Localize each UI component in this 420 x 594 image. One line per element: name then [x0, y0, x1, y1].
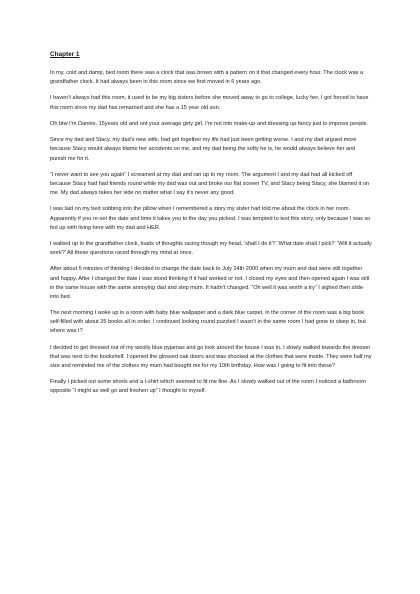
document-page: [50, 50, 372, 404]
chapter-title: Chapter 1: [50, 51, 80, 58]
paragraph: The next morning I woke up in a room with baby blue wallpaper and a dark blue carpet, in the corner of the room was a big book self-filled with about 35 books all in order. I continued looking round puzzled I wasn’t in the same room I had gone to sleep in, but where was I?: [50, 310, 366, 335]
paragraph: In my, cold and damp, bed room there was a clock that was brown with a pattern on it that changed every hour. The clock was a grandfather clock. It had always been in this room since we first moved in 6 years ago.: [50, 70, 364, 86]
paragraph: Finally I picked out some shorts and a t-shirt which seemed to fit me fine. As I slowly walked out of the room I noticed a bathroom opposite “I might as well go and freshen up” I thought to myself.: [50, 379, 367, 395]
paragraph: I haven’t always had this room, it used to be my big sisters before she moved away to go to college, lucky her, I got forced to have this room since my dad has remarried and she has a 15 year old son.: [50, 95, 369, 111]
paragraph: Oh btw I’m Dannie, 15years old and not your average girly girl. I’m not into make-up and dressing up fancy just to impress people.: [50, 120, 369, 127]
paragraph: “I never want to see you again” I screamed at my dad and ran up to my room. The argument I and my dad had all kicked off because Stacy had had friends round while my dad was out and broke our flat screen TV, and Stacy being Stacy, she blamed it on me. My dad always takes her side no matter what I say it’s never any good.: [50, 171, 370, 197]
paragraph: I walked up to the grandfather clock, loads of thoughts racing though my head, ‘shall I do it?’ ‘What date shall I pick?’ ‘Will it actually work?’ All these questions raced through my mind at once.: [50, 241, 372, 257]
paragraph: Since my dad and Stacy, my dad’s new wife, had got together my life had just been getting worse. I and my dad argued more because Stacy would always blame her accidents on me, and my dad being the softy he is, he would always believe her and punish me for it.: [50, 137, 357, 162]
paragraph: After about 5 minutes of thinking I decided to change the date back to July 24th 2000 when my mum and dad were still together and happy. After I changed the date I was stood thinking if it had worked or not. I closed my eyes and then opened again I was still in the same house with the same annoying dad and step mum. It hadn’t changed. “Oh well it was worth a try” I sighed then slide into bed.: [50, 266, 370, 300]
paragraph: I was laid on my bed sobbing into the pillow when I remembered a story my sister had told me about the clock in her room. Apparently if you re-set the date and time it takes you to the day you picked. I was tempted to test this story, only because I was so fed up with living here with my dad and HER.: [50, 206, 371, 231]
paragraph: I decided to get dressed out of my woolly blue pyjamas and go look around the house I was in. I slowly walked towards the dresser that was next to the bookshelf. I opened the glossed oak doors and was shocked at the clothes that were inside. They were half my size and reminded me of the clothes my mum had bought me for my 10th birthday. How was I going to fit into these?: [50, 344, 372, 369]
